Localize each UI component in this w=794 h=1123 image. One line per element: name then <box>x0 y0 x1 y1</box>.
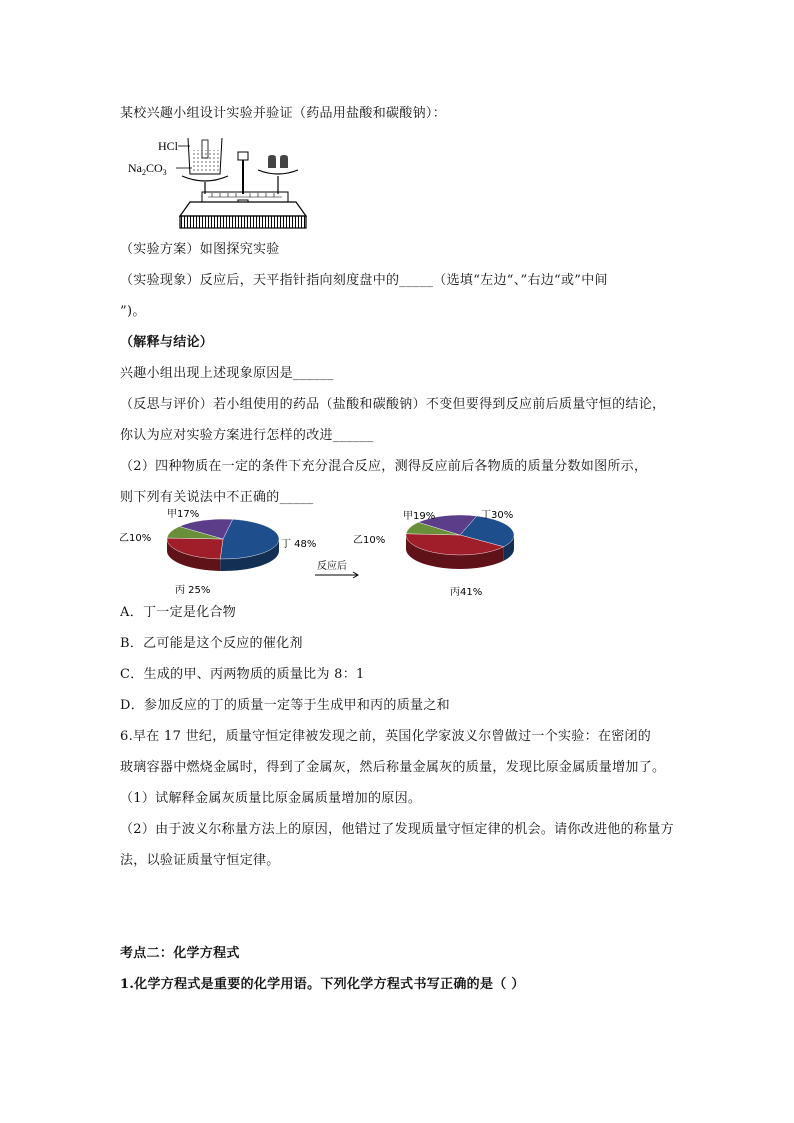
label-na2co3: $Na_2CO_3$ <box>128 161 167 177</box>
pie-after-label-0: 丁30% <box>481 510 514 521</box>
q6-sub2-line-2: 法，以验证质量守恒定律。 <box>120 853 280 868</box>
balance-figure <box>120 136 330 236</box>
option-a: A．丁一定是化合物 <box>120 605 237 620</box>
pie-chart-after <box>406 515 514 569</box>
reason-text: 兴趣小组出现上述现象原因是______ <box>120 366 334 381</box>
pie-before-label-3: 甲17% <box>167 509 200 520</box>
phenomenon-line-1: （实验现象）反应后，天平指针指向刻度盘中的_____（选填“左边“、”右边“或”中间 <box>120 273 608 288</box>
phenomenon-line-2: ”)。 <box>120 304 146 319</box>
q6-line-1: 6.早在 17 世纪，质量守恒定律被发现之前，英国化学家波义尔曾做过一个实验：在密闭的 <box>120 729 652 744</box>
q6-line-2: 玻璃容器中燃烧金属时，得到了金属灰，然后称量金属灰的质量，发现比原金属质量增加了。 <box>120 760 666 775</box>
label-hcl: HCl <box>158 139 179 153</box>
pie-figure <box>115 505 535 601</box>
q6-sub2-line-1: （2）由于波义尔称量方法上的原因，他错过了发现质量守恒定律的机会。请你改进他的称量方 <box>120 822 674 837</box>
option-d: D．参加反应的丁的质量一定等于生成甲和丙的质量之和 <box>120 698 450 713</box>
plan-text: （实验方案）如图探究实验 <box>120 242 280 257</box>
q6-sub1: （1）试解释金属灰质量比原金属质量增加的原因。 <box>120 791 422 806</box>
q2-line-1: （2）四种物质在一定的条件下充分混合反应，测得反应前后各物质的质量分数如图所示， <box>120 459 648 474</box>
pie-chart-before <box>167 519 279 571</box>
q1-text: 1.化学方程式是重要的化学用语。下列化学方程式书写正确的是（ ） <box>120 977 525 992</box>
q2-line-2: 则下列有关说法中不正确的_____ <box>120 490 314 505</box>
section2-heading: 考点二：化学方程式 <box>120 946 240 961</box>
pie-after-label-1: 丙41% <box>450 587 483 598</box>
option-c: C．生成的甲、丙两物质的质量比为 8：1 <box>120 667 365 682</box>
pie-before-label-1: 丙 25% <box>175 585 211 596</box>
pie-after-label-3: 甲19% <box>403 511 436 522</box>
arrow-label: 反应后 <box>317 561 347 572</box>
reflect-line-2: 你认为应对实验方案进行怎样的改进______ <box>120 428 374 443</box>
pie-after-label-2: 乙10% <box>353 535 386 546</box>
intro-text: 某校兴趣小组设计实验并验证（药品用盐酸和碳酸钠）： <box>120 106 447 121</box>
option-b: B．乙可能是这个反应的催化剂 <box>120 636 303 651</box>
pie-before-label-2: 乙10% <box>119 533 152 544</box>
reflect-line-1: （反思与评价）若小组使用的药品（盐酸和碳酸钠）不变但要得到反应前后质量守恒的结论， <box>120 397 666 412</box>
pie-before-label-0: 丁 48% <box>281 539 317 550</box>
explain-heading: （解释与结论） <box>120 335 214 350</box>
